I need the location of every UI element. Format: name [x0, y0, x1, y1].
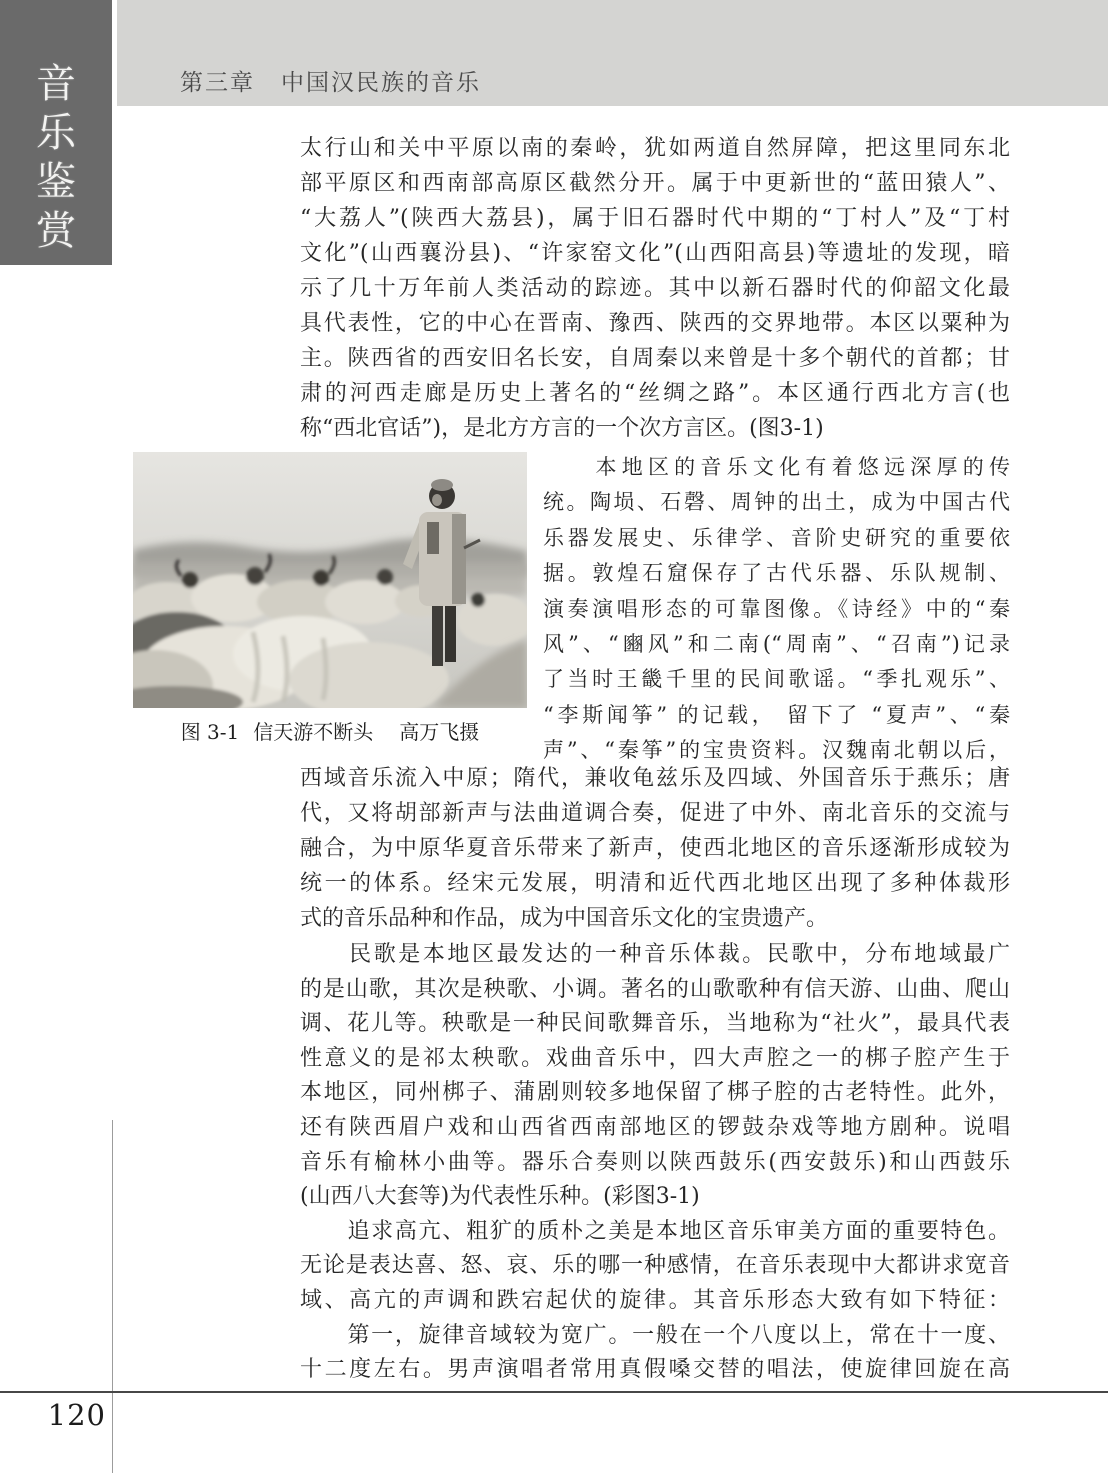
text-line: 本地区的音乐文化有着悠远深厚的传	[543, 455, 1010, 479]
series-title-char: 乐	[36, 110, 76, 156]
text-line: 性意义的是祁太秧歌。戏曲音乐中，四大声腔之一的梆子腔产生于	[300, 1045, 1010, 1071]
figure-caption-credit: 高万飞摄	[399, 720, 480, 744]
text-line: 肃的河西走廊是历史上著名的“丝绸之路”。本区通行西北方言(也	[300, 381, 1010, 406]
series-title-char: 鉴	[36, 159, 76, 205]
series-title-box	[0, 0, 112, 265]
text-line: 称“西北官话”)，是北方方言的一个次方言区。(图3-1)	[300, 416, 824, 441]
figure-caption	[133, 716, 527, 745]
text-line: 代，又将胡部新声与法曲道调合奏，促进了中外、南北音乐的交流与	[300, 801, 1010, 826]
text-line: 音乐有榆林小曲等。器乐合奏则以陕西鼓乐(西安鼓乐)和山西鼓乐	[300, 1149, 1010, 1175]
text-line: 西域音乐流入中原；隋代，兼收龟兹乐及四域、外国音乐于燕乐；唐	[300, 766, 1010, 791]
footer-vertical-rule	[112, 1120, 113, 1473]
chapter-label: 第三章	[180, 69, 255, 95]
text-line: 主。陕西省的西安旧名长安，自周秦以来曾是十多个朝代的首都；甘	[300, 346, 1010, 371]
series-title-char: 音	[36, 61, 76, 107]
text-line: 民歌是本地区最发达的一种音乐体裁。民歌中，分布地域最广	[300, 942, 1010, 967]
text-line: 还有陕西眉户戏和山西省西南部地区的锣鼓杂戏等地方剧种。说唱	[300, 1114, 1010, 1140]
text-line: 式的音乐品种和作品，成为中国音乐文化的宝贵遗产。	[300, 906, 829, 931]
text-line: 部平原区和西南部高原区截然分开。属于中更新世的“蓝田猿人”、	[300, 171, 1010, 196]
text-line: “大荔人”(陕西大荔县)，属于旧石器时代中期的“丁村人”及“丁村	[300, 206, 1010, 231]
text-line: 无论是表达喜、怒、哀、乐的哪一种感情，在音乐表现中大都讲求宽音	[300, 1253, 1010, 1279]
chapter-header-band	[117, 0, 1108, 106]
page-number: 120	[47, 1398, 106, 1432]
text-line: 乐器发展史、乐律学、音阶史研究的重要依	[543, 525, 1010, 550]
figure-caption-label: 图 3-1	[180, 720, 240, 744]
paragraph-history-continuation	[300, 761, 1010, 936]
paragraph-music-culture	[543, 450, 1010, 769]
paragraph-genres-and-style	[300, 938, 1010, 1388]
footer-horizontal-rule	[0, 1391, 1108, 1393]
text-line: 统一的体系。经宋元发展，明清和近代西北地区出现了多种体裁形	[300, 871, 1010, 896]
text-line: 第一，旋律音域较为宽广。一般在一个八度以上，常在十一度、	[300, 1322, 1010, 1348]
chapter-title: 中国汉民族的音乐	[281, 69, 481, 95]
text-line: 的是山歌，其次是秧歌、小调。著名的山歌歌种有信天游、山曲、爬山	[300, 976, 1010, 1002]
paragraph-region-intro	[300, 131, 1010, 446]
figure-caption-title: 信天游不断头	[253, 720, 374, 744]
text-line: 融合，为中原华夏音乐带来了新声，使西北地区的音乐逐渐形成较为	[300, 836, 1010, 861]
text-line: 本地区，同州梆子、蒲剧则较多地保留了梆子腔的古老特性。此外，	[300, 1080, 1010, 1106]
figure-photo	[133, 452, 527, 708]
text-line: 域、高亢的声调和跌宕起伏的旋律。其音乐形态大致有如下特征：	[300, 1287, 1010, 1313]
text-line: 统。陶埙、石磬、周钟的出土，成为中国古代	[543, 490, 1010, 515]
text-line: 了当时王畿千里的民间歌谣。“季扎观乐”、	[543, 667, 1010, 692]
text-line: (山西八大套等)为代表性乐种。(彩图3-1)	[300, 1184, 700, 1210]
figure-3-1	[133, 452, 527, 708]
text-line: “李斯闻筝” 的记载， 留下了 “夏声”、“秦	[543, 702, 1010, 727]
text-line: 太行山和关中平原以南的秦岭，犹如两道自然屏障，把这里同东北	[300, 136, 1010, 161]
text-line: 风”、“豳风”和二南(“周南”、“召南”)记录	[543, 631, 1010, 656]
text-line: 据。敦煌石窟保存了古代乐器、乐队规制、	[543, 561, 1010, 586]
text-line: 文化”(山西襄汾县)、“许家窑文化”(山西阳高县)等遗址的发现，暗	[300, 241, 1010, 266]
text-line: 追求高亢、粗犷的质朴之美是本地区音乐审美方面的重要特色。	[300, 1218, 1010, 1244]
text-line: 调、花儿等。秧歌是一种民间歌舞音乐，当地称为“社火”，最具代表	[300, 1011, 1010, 1037]
chapter-header	[180, 64, 481, 97]
series-title-char: 赏	[36, 208, 76, 254]
text-line: 十二度左右。男声演唱者常用真假嗓交替的唱法，使旋律回旋在高	[300, 1357, 1010, 1383]
text-line: 示了几十万年前人类活动的踪迹。其中以新石器时代的仰韶文化最	[300, 276, 1010, 301]
text-line: 演奏演唱形态的可靠图像。《诗经》中的“秦	[543, 596, 1010, 621]
text-line: 具代表性，它的中心在晋南、豫西、陕西的交界地带。本区以粟种为	[300, 311, 1010, 336]
text-line: 声”、“秦筝”的宝贵资料。汉魏南北朝以后，	[543, 738, 1010, 763]
